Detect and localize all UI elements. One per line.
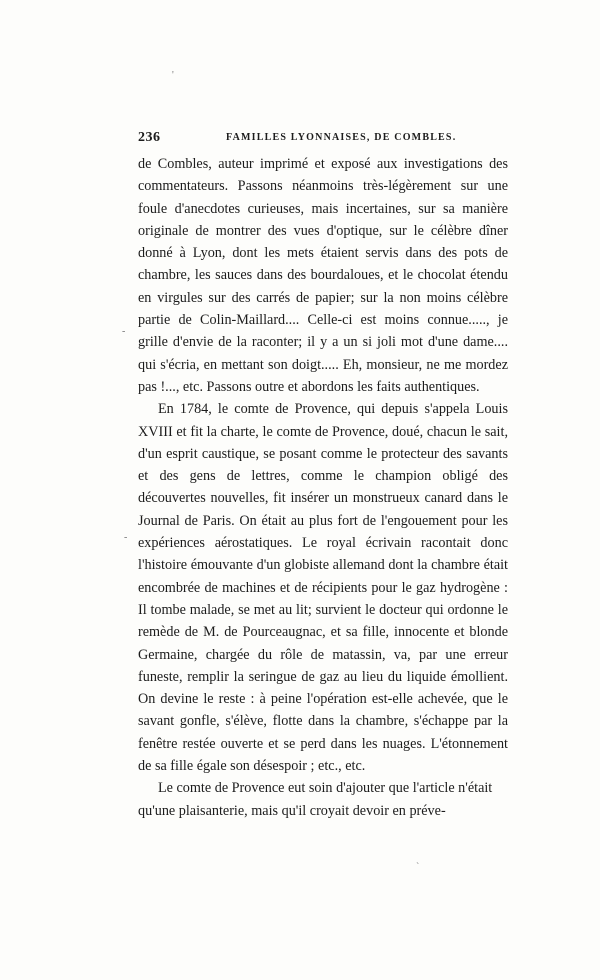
paragraph-1 bbox=[138, 153, 508, 398]
book-page bbox=[138, 130, 508, 822]
paragraph-1-text: de Combles, auteur imprimé et exposé aux investigations des commentateurs. Passons néanmoins très-légèrement sur une foule d'anecdotes curieuses, mais incertaines, sur sa manière originale de montrer des vues d'optique, sur le célèbre dîner donné à Lyon, dont les mets étaient servis dans des pots de chambre, les sauces dans des bourdaloues, et le chocolat étendu en virgules sur des carrés de papier; sur la non moins célèbre partie de Colin-Maillard.... Celle-ci est moins connue....., je grille d'envie de la raconter; il y a un si joli mot d'une dame.... qui s'écria, en mettant son doigt..... Eh, monsieur, ne me mordez pas !..., etc. Passons outre et abordons les faits authentiques. bbox=[138, 156, 508, 395]
paragraph-2 bbox=[138, 398, 508, 777]
paragraph-2-text: En 1784, le comte de Provence, qui depuis s'appela Louis XVIII et fit la charte, le comte de Provence, doué, chacun le sait, d'un esprit caustique, se posant comme le protecteur des savants et des gens de lettres, comme le champion obligé des découvertes nouvelles, fit insérer un monstrueux canard dans le Journal de Paris. On était au plus fort de l'engouement pour les expériences aérostatiques. Le royal écrivain racontait donc l'histoire émouvante d'un globiste allemand dont la chambre était encombrée de machines et de récipients pour le gaz hydrogène : Il tombe malade, se met au lit; survient le docteur qui ordonne le remède de M. de Pourceaugnac, et sa fille, innocente et blonde Germaine, chargée du rôle de matassin, va, par une erreur funeste, remplir la seringue de gaz au lieu du liquide émollient. On devine le reste : à peine l'opération est-elle achevée, que le savant gonfle, s'élève, flotte dans la chambre, s'échappe par la fenêtre restée ouverte et se perd dans les nuages. L'étonnement de sa fille égale son désespoir ; etc., etc. bbox=[138, 401, 508, 775]
paragraph-3-text: Le comte de Provence eut soin d'ajouter que l'article n'était qu'une plaisanterie, mais qu'il croyait devoir en préve- bbox=[138, 780, 493, 819]
paragraph-3 bbox=[138, 777, 508, 822]
page-number: 236 bbox=[138, 130, 161, 145]
running-title: FAMILLES LYONNAISES, DE COMBLES. bbox=[226, 132, 457, 143]
page-header bbox=[138, 130, 508, 148]
